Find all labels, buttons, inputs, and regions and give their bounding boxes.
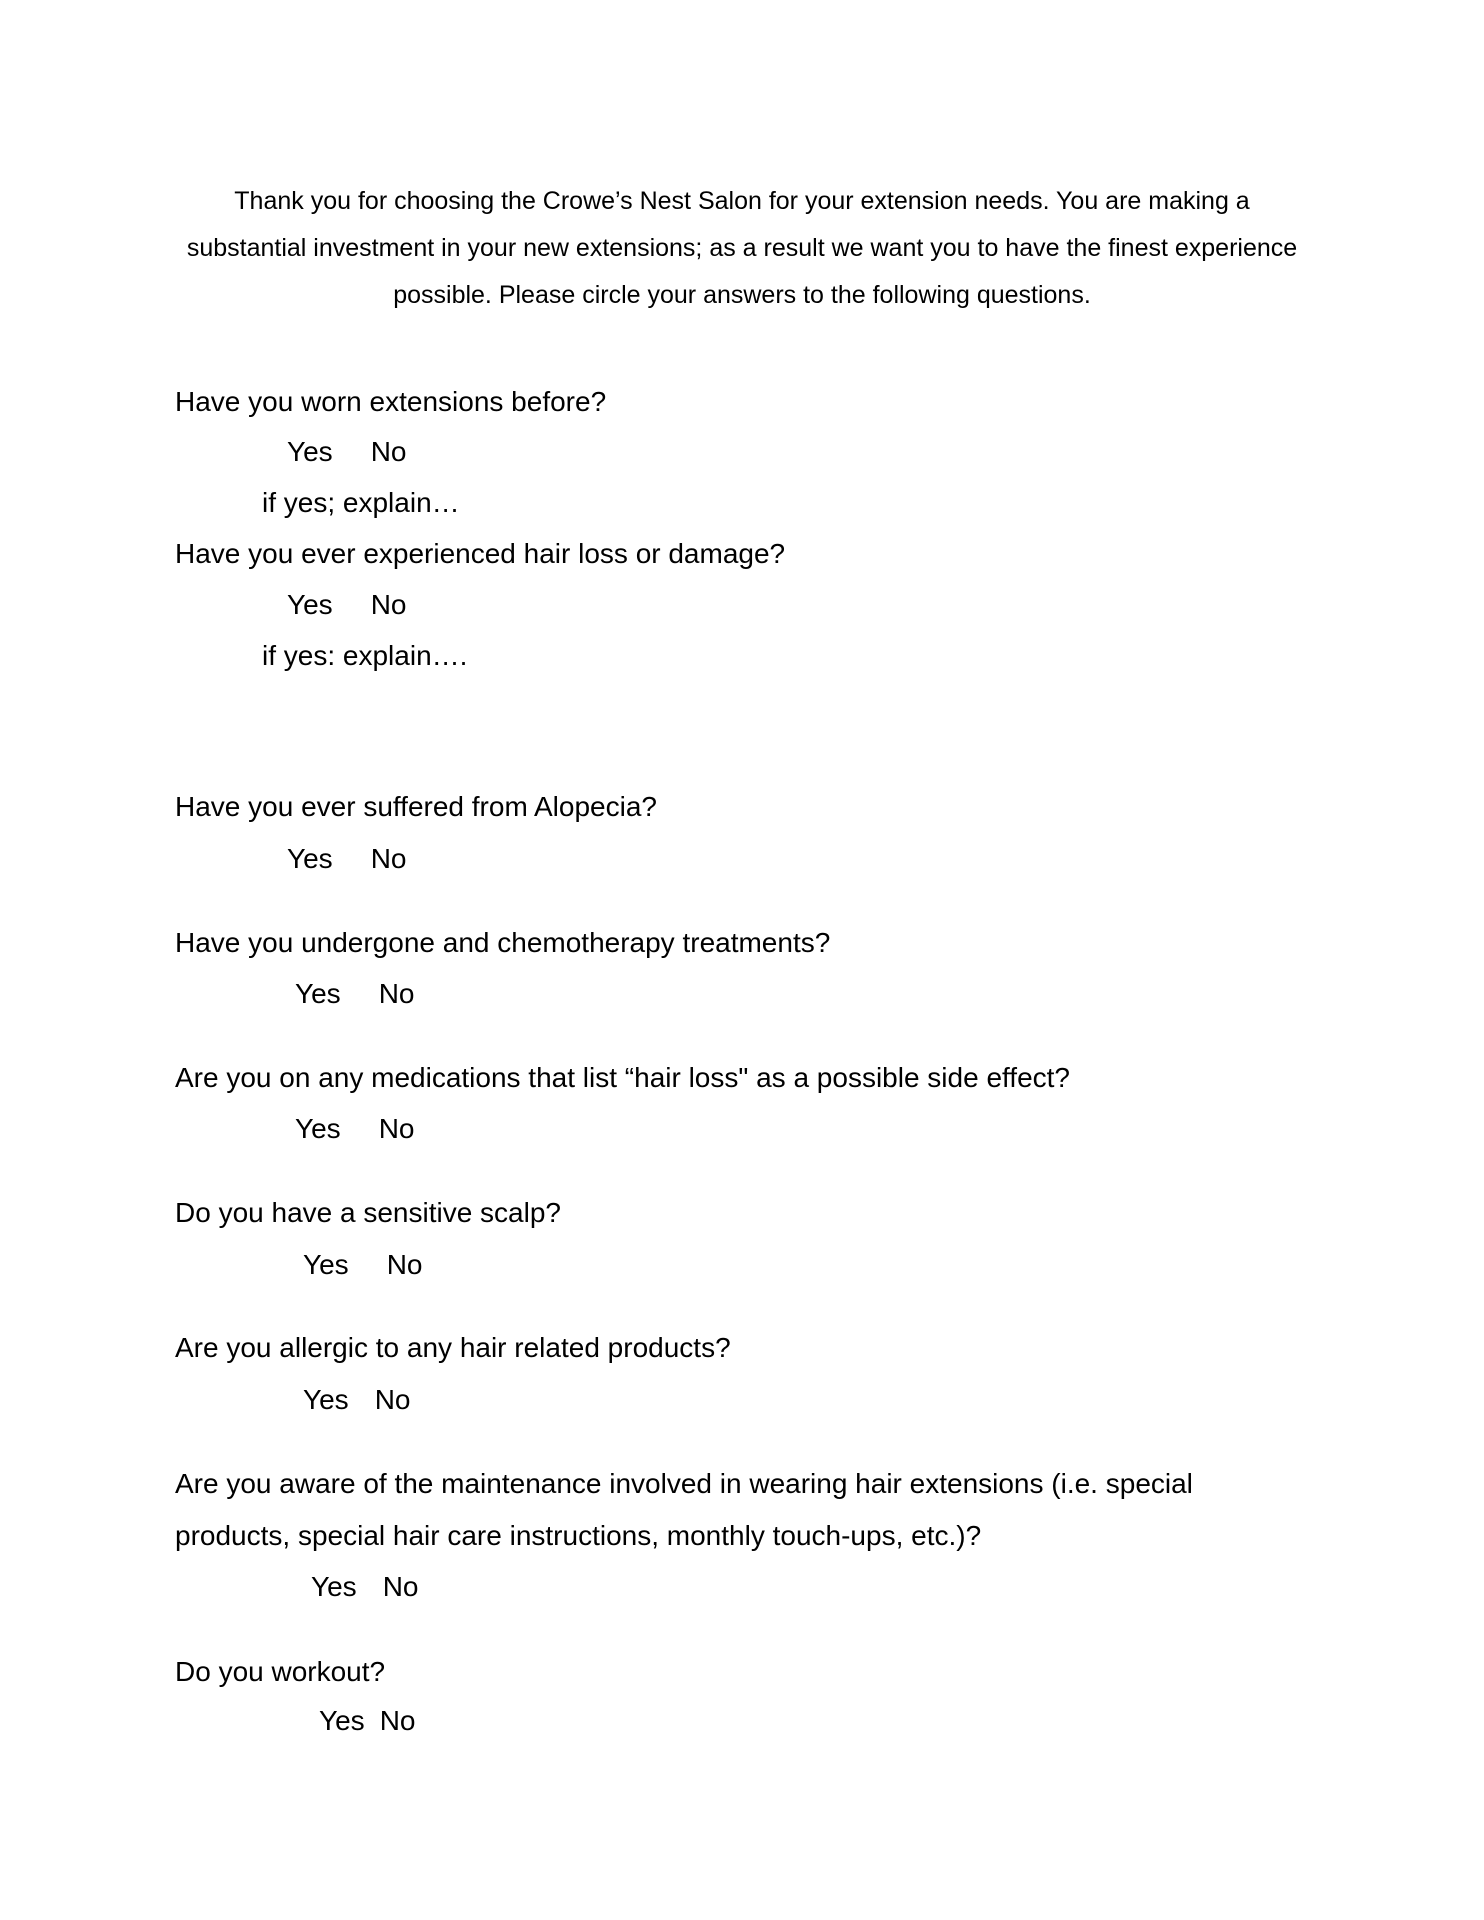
answer-options (287, 842, 406, 876)
question-allergic: Are you allergic to any hair related products? (175, 1332, 731, 1363)
question-alopecia: Have you ever suffered from Alopecia? (175, 791, 657, 822)
answer-options (295, 1112, 414, 1146)
explain-prompt: if yes: explain…. (262, 640, 468, 671)
answer-options (295, 977, 414, 1011)
no-option[interactable]: No (379, 1705, 416, 1736)
no-option[interactable]: No (386, 1249, 423, 1280)
no-option[interactable]: No (378, 1113, 415, 1144)
yes-option[interactable]: Yes (311, 1571, 357, 1602)
no-option[interactable]: No (378, 978, 415, 1009)
question-medications: Are you on any medications that list “hair loss" as a possible side effect? (175, 1062, 1071, 1093)
yes-option[interactable]: Yes (295, 1113, 341, 1144)
yes-option[interactable]: Yes (287, 589, 333, 620)
answer-options (303, 1383, 410, 1417)
no-option[interactable]: No (370, 843, 407, 874)
no-option[interactable]: No (374, 1384, 411, 1415)
answer-options (287, 588, 406, 622)
yes-option[interactable]: Yes (287, 843, 333, 874)
intro-paragraph: Thank you for choosing the Crowe’s Nest Salon for your extension needs. You are making a substantial investment in your new extensions; as a result we want you to have the finest experience possible. Please circle your answers to the following questions. (186, 187, 1298, 309)
yes-option[interactable]: Yes (295, 978, 341, 1009)
question-hair-loss: Have you ever experienced hair loss or damage? (175, 538, 786, 569)
answer-options (287, 435, 406, 469)
answer-options (311, 1570, 418, 1604)
question-chemotherapy: Have you undergone and chemotherapy treatments? (175, 927, 831, 958)
question-worn-extensions: Have you worn extensions before? (175, 386, 607, 417)
no-option[interactable]: No (370, 589, 407, 620)
yes-option[interactable]: Yes (287, 436, 333, 467)
no-option[interactable]: No (382, 1571, 419, 1602)
answer-options (319, 1704, 415, 1738)
answer-options (303, 1248, 422, 1282)
question-sensitive-scalp: Do you have a sensitive scalp? (175, 1197, 561, 1228)
yes-option[interactable]: Yes (319, 1705, 365, 1736)
explain-prompt: if yes; explain… (262, 487, 460, 518)
question-maintenance: Are you aware of the maintenance involved in wearing hair extensions (i.e. special products, special hair care instructions, monthly touch-ups, etc.)? (175, 1468, 1193, 1551)
no-option[interactable]: No (370, 436, 407, 467)
yes-option[interactable]: Yes (303, 1384, 349, 1415)
yes-option[interactable]: Yes (303, 1249, 349, 1280)
question-workout: Do you workout? (175, 1656, 386, 1687)
